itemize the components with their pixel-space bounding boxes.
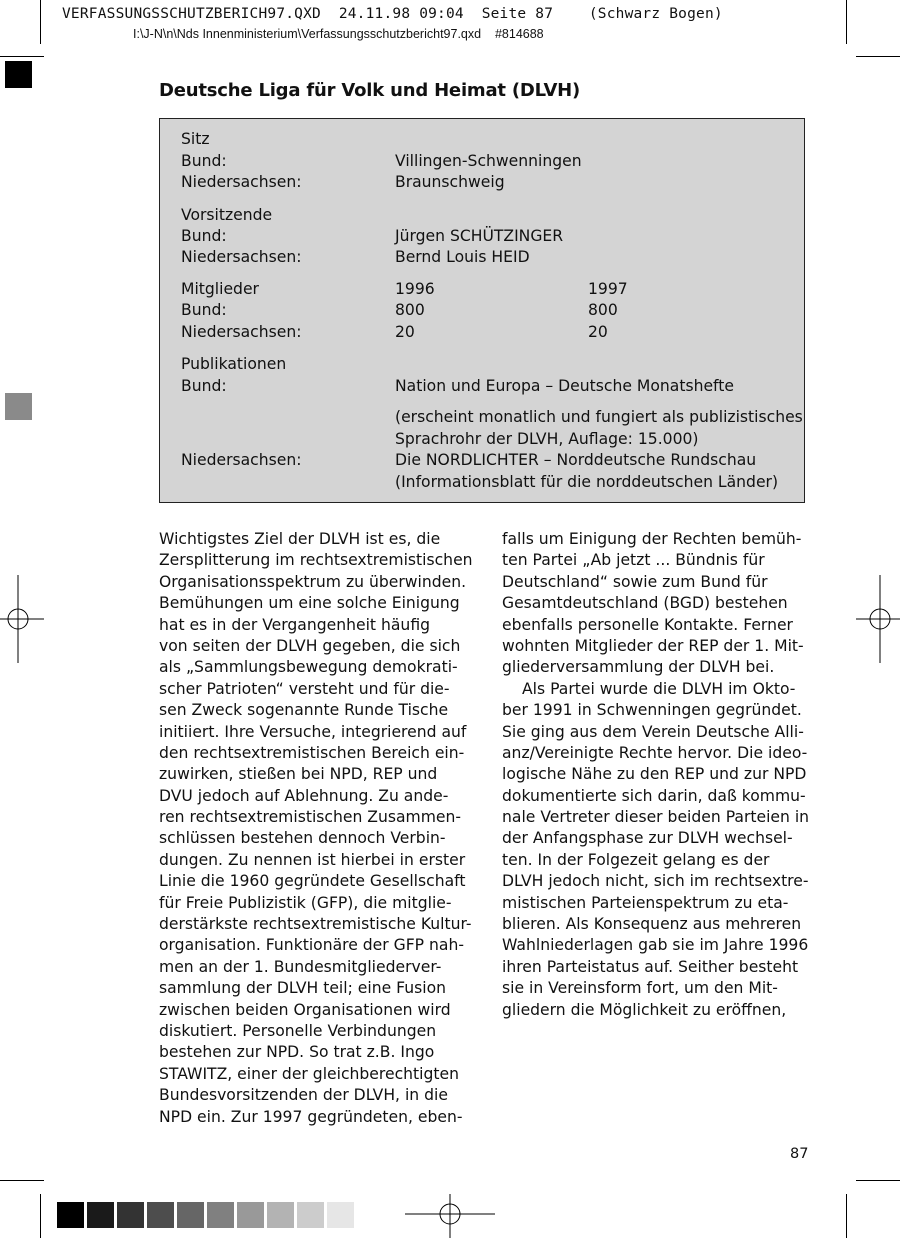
text-line: sammlung der DLVH teil; eine Fusion xyxy=(159,979,447,998)
gray-step xyxy=(297,1202,324,1228)
text-line: ihren Parteistatus auf. Seither besteht xyxy=(502,957,799,976)
gray-step xyxy=(207,1202,234,1228)
value: Nation und Europa – Deutsche Monatshefte xyxy=(395,377,734,395)
text-line: gliederversammlung der DLVH bei. xyxy=(502,658,775,677)
label: Niedersachsen: xyxy=(181,451,302,469)
text-line: STAWITZ, einer der gleichberechtigten xyxy=(159,1064,459,1083)
page-title: Deutsche Liga für Volk und Heimat (DLVH) xyxy=(159,80,581,101)
text-line: Organisationsspektrum zu überwinden. xyxy=(159,572,467,591)
mitglieder-heading-row xyxy=(181,279,628,301)
text-line: Wichtigstes Ziel der DLVH ist es, die xyxy=(159,530,441,548)
text-line: bestehen zur NPD. So trat z.B. Ingo xyxy=(159,1043,435,1062)
publikationen-heading: Publikationen xyxy=(181,355,287,373)
text-line: gliedern die Möglichkeit zu eröffnen, xyxy=(502,1000,787,1019)
publikationen-bund-row xyxy=(181,376,734,398)
print-slug-line: VERFASSUNGSSCHUTZBERICH97.QXD 24.11.98 09:04 Seite 87 (Schwarz Bogen) xyxy=(62,6,723,22)
text-line: blieren. Als Konsequenz aus mehreren xyxy=(502,915,802,934)
text-line: für Freie Publizistik (GFP), die mitglie- xyxy=(159,893,452,912)
crop-mark xyxy=(0,56,44,57)
page-number: 87 xyxy=(790,1146,809,1162)
note: (Informationsblatt für die norddeutschen Länder) xyxy=(395,473,779,491)
text-line: anz/Vereinigte Rechte hervor. Die ideo- xyxy=(502,743,808,762)
value: Bernd Louis HEID xyxy=(395,248,530,266)
mitglieder-heading: Mitglieder xyxy=(181,280,259,298)
vorsitzende-heading: Vorsitzende xyxy=(181,206,273,224)
text-line: der Anfangsphase zur DLVH wechsel- xyxy=(502,829,793,848)
text-line: ten Partei „Ab jetzt ... Bündnis für xyxy=(502,551,765,570)
text-line: zwischen beiden Organisationen wird xyxy=(159,1000,451,1019)
crop-mark xyxy=(0,1180,44,1181)
registration-mark-left xyxy=(0,575,44,663)
mitglieder-nds-row xyxy=(181,322,608,344)
crop-mark xyxy=(846,0,847,44)
crop-mark xyxy=(856,1180,900,1181)
value: Villingen-Schwenningen xyxy=(395,152,582,170)
note: (erscheint monatlich und fungiert als publizistisches xyxy=(395,408,803,426)
text-line: initiiert. Ihre Versuche, integrierend auf xyxy=(159,722,467,741)
text-line: ren rechtsextremistischen Zusammen- xyxy=(159,808,462,827)
crop-mark xyxy=(40,1194,41,1238)
text-line: ebenfalls personelle Kontakte. Ferner xyxy=(502,615,793,634)
note: Sprachrohr der DLVH, Auflage: 15.000) xyxy=(395,430,699,448)
label: Bund: xyxy=(181,301,227,319)
black-marker-square xyxy=(5,61,32,88)
sitz-nds-row xyxy=(181,172,505,194)
text-line: dungen. Zu nennen ist hierbei in erster xyxy=(159,850,466,869)
text-line: Linie die 1960 gegründete Gesellschaft xyxy=(159,872,466,891)
text-line: diskutiert. Personelle Verbindungen xyxy=(159,1021,437,1040)
vorsitzende-nds-row xyxy=(181,247,530,269)
text-line: als „Sammlungsbewegung demokrati- xyxy=(159,658,458,677)
gray-marker-square xyxy=(5,393,32,420)
text-line: DVU jedoch auf Ablehnung. Zu ande- xyxy=(159,786,449,805)
text-line: wohnten Mitglieder der REP der 1. Mit- xyxy=(502,636,804,655)
gray-step xyxy=(177,1202,204,1228)
text-line: Deutschland“ sowie zum Bund für xyxy=(502,572,768,591)
text-line: ber 1991 in Schwenningen gegründet. xyxy=(502,701,802,720)
value-1997: 800 xyxy=(588,301,618,319)
publikationen-nds-row xyxy=(181,450,757,472)
year-1997: 1997 xyxy=(588,280,628,298)
gray-step xyxy=(57,1202,84,1228)
value: Jürgen SCHÜTZINGER xyxy=(395,227,564,245)
value-1996: 800 xyxy=(395,301,425,319)
crop-mark xyxy=(40,0,41,44)
label: Niedersachsen: xyxy=(181,248,302,266)
text-line: mistischen Parteienspektrum zu eta- xyxy=(502,893,789,912)
grayscale-control-bar xyxy=(57,1202,357,1228)
text-line: schlüssen bestehen dennoch Verbin- xyxy=(159,829,446,848)
gray-step xyxy=(267,1202,294,1228)
label: Bund: xyxy=(181,377,227,395)
label: Niedersachsen: xyxy=(181,173,302,191)
gray-step xyxy=(237,1202,264,1228)
text-line: Bundesvorsitzenden der DLVH, in die xyxy=(159,1086,448,1105)
value-1997: 20 xyxy=(588,323,608,341)
label: Bund: xyxy=(181,227,227,245)
text-line: Gesamtdeutschland (BGD) bestehen xyxy=(502,594,788,613)
text-line: men an der 1. Bundesmitgliederver- xyxy=(159,957,442,976)
text-line: nale Vertreter dieser beiden Parteien in xyxy=(502,808,810,827)
year-1996: 1996 xyxy=(395,280,435,298)
text-line: dokumentierte sich darin, daß kommu- xyxy=(502,786,806,805)
text-line: Zersplitterung im rechtsextremistischen xyxy=(159,551,473,570)
text-line: NPD ein. Zur 1997 gegründeten, eben- xyxy=(159,1107,463,1126)
text-line: logische Nähe zu den REP und zur NPD xyxy=(502,765,807,784)
label: Bund: xyxy=(181,152,227,170)
info-box xyxy=(159,118,805,503)
text-line: Als Partei wurde die DLVH im Okto- xyxy=(522,679,796,698)
text-line: hat es in der Vergangenheit häufig xyxy=(159,615,431,634)
text-line: scher Patrioten“ versteht und für die- xyxy=(159,679,450,698)
gray-step xyxy=(87,1202,114,1228)
gray-step xyxy=(117,1202,144,1228)
text-line: den rechtsextremistischen Bereich ein- xyxy=(159,743,465,762)
text-line: sie in Vereinsform fort, um den Mit- xyxy=(502,979,778,998)
body-text-left-column xyxy=(159,529,473,1128)
text-line: von seiten der DLVH gegeben, die sich xyxy=(159,636,461,655)
text-line: Sie ging aus dem Verein Deutsche Alli- xyxy=(502,722,804,741)
text-line: sen Zweck sogenannte Runde Tische xyxy=(159,701,449,720)
registration-mark-right xyxy=(856,575,900,663)
crop-mark xyxy=(856,56,900,57)
file-path-line: I:\J-N\n\Nds Innenministerium\Verfassungsschutzbericht97.qxd #814688 xyxy=(133,27,544,41)
sitz-heading: Sitz xyxy=(181,130,210,148)
text-line: zuwirken, stießen bei NPD, REP und xyxy=(159,765,438,784)
text-line: DLVH jedoch nicht, sich im rechtsextre- xyxy=(502,872,809,891)
text-line: ten. In der Folgezeit gelang es der xyxy=(502,850,770,869)
text-line: falls um Einigung der Rechten bemüh- xyxy=(502,530,802,548)
text-line: derstärkste rechtsextremistische Kultur- xyxy=(159,915,472,934)
value-1996: 20 xyxy=(395,323,415,341)
label: Niedersachsen: xyxy=(181,323,302,341)
body-text-right-column xyxy=(502,529,808,1021)
gray-step xyxy=(327,1202,354,1228)
sitz-bund-row xyxy=(181,151,582,173)
text-line: organisation. Funktionäre der GFP nah- xyxy=(159,936,464,955)
vorsitzende-bund-row xyxy=(181,226,564,248)
value: Die NORDLICHTER – Norddeutsche Rundschau xyxy=(395,451,757,469)
mitglieder-bund-row xyxy=(181,300,618,322)
registration-mark-bottom xyxy=(405,1194,495,1238)
crop-mark xyxy=(846,1194,847,1238)
text-line: Wahlniederlagen gab sie im Jahre 1996 xyxy=(502,936,809,955)
value: Braunschweig xyxy=(395,173,505,191)
text-line: Bemühungen um eine solche Einigung xyxy=(159,594,460,613)
gray-step xyxy=(147,1202,174,1228)
